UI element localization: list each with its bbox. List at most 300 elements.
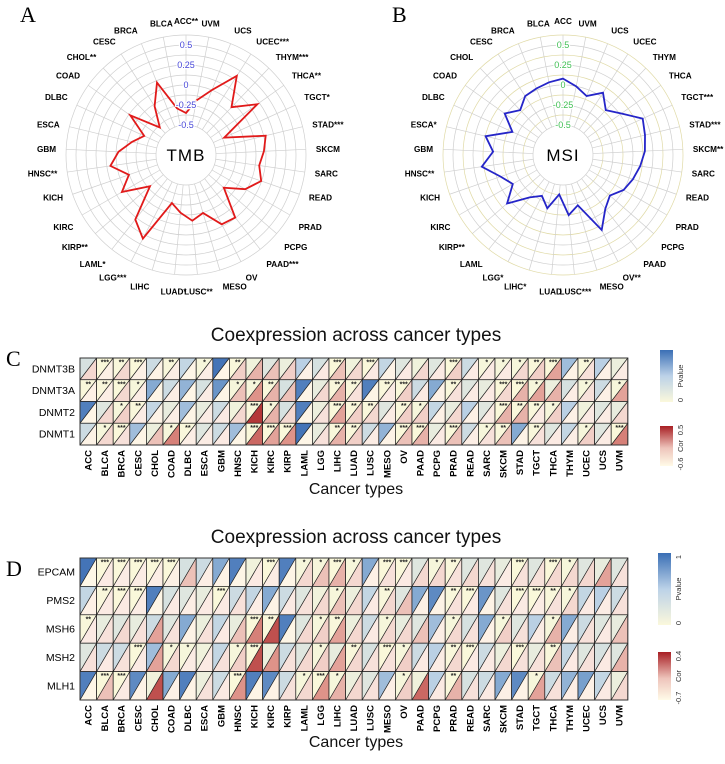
heatmap-cell	[379, 402, 396, 424]
heatmap-cell	[296, 558, 313, 586]
heatmap-cell	[180, 586, 197, 614]
radar-axis-tick: -0.25	[175, 100, 197, 110]
heatmap-cell	[163, 423, 180, 445]
heatmap-cell	[512, 672, 529, 700]
radar-category-label: STAD***	[689, 120, 721, 130]
heatmap-cell	[462, 402, 479, 424]
heatmap-cell	[296, 643, 313, 671]
heatmap-cell	[395, 672, 412, 700]
heatmap-cell	[545, 423, 562, 445]
radar-category-label: LIHC	[130, 282, 150, 292]
column-label: ESCA	[199, 450, 211, 477]
radar-category-label: CHOL**	[66, 52, 97, 62]
row-label: DNMT1	[38, 428, 75, 441]
radar-category-label: LIHC*	[504, 282, 527, 292]
heatmap-cell	[561, 380, 578, 402]
column-label: BLCA	[100, 705, 112, 732]
heatmap-cell	[312, 402, 329, 424]
column-label: THCA	[548, 450, 560, 477]
significance-stars: **	[334, 381, 341, 389]
radar-category-label: KICH	[420, 193, 441, 203]
radar-category-label: KIRP**	[61, 243, 88, 253]
significance-stars: ***	[366, 359, 375, 367]
radar-category-label: CESC	[469, 37, 493, 47]
heatmap-cell	[512, 423, 529, 445]
heatmap-cell	[180, 402, 197, 424]
radar-category-label: UCEC	[633, 37, 657, 47]
heatmap-cell	[362, 380, 379, 402]
heatmap-cell	[163, 380, 180, 402]
radar-category-label: COAD	[55, 71, 81, 81]
significance-stars: **	[185, 424, 191, 432]
pvalue-legend-title: Pvalue	[676, 364, 685, 388]
heatmap-cell	[528, 643, 545, 671]
significance-stars: *	[319, 559, 323, 567]
significance-stars: ***	[383, 559, 392, 567]
significance-stars: *	[501, 359, 505, 367]
pvalue-legend-tick: 0	[676, 397, 685, 403]
heatmap-cell	[578, 402, 595, 424]
significance-stars: ***	[134, 359, 143, 367]
significance-stars: **	[102, 587, 108, 595]
radar-category-label: OV	[245, 273, 258, 283]
heatmap-cell	[528, 358, 545, 380]
significance-stars: ***	[466, 644, 475, 652]
heatmap-cell	[561, 586, 578, 614]
heatmap-cell	[445, 615, 462, 643]
heatmap-cell	[80, 586, 97, 614]
heatmap-cell	[246, 558, 263, 586]
heatmap-cell	[445, 358, 462, 380]
radar-category-label: SARC	[314, 169, 338, 179]
heatmap-cell	[296, 402, 313, 424]
column-label: GBM	[216, 705, 228, 728]
heatmap-cell	[578, 586, 595, 614]
heatmap-cell	[80, 558, 97, 586]
significance-stars: **	[351, 424, 357, 432]
radar-category-label: KIRC	[430, 223, 451, 232]
column-label: SARC	[481, 450, 493, 477]
heatmap-cell	[478, 643, 495, 671]
heatmap-cell	[545, 586, 562, 614]
heatmap-cell	[462, 358, 479, 380]
heatmap-cell	[362, 402, 379, 424]
heatmap-dnmt-xlabel: Cancer types	[308, 481, 404, 498]
radar-category-label: LUAD*	[160, 287, 187, 297]
heatmap-cell	[379, 358, 396, 380]
column-label: THCA	[548, 705, 560, 732]
significance-stars: ***	[266, 559, 275, 567]
heatmap-cell	[445, 558, 462, 586]
heatmap-cell	[578, 615, 595, 643]
heatmap-cell	[180, 358, 197, 380]
heatmap-cell	[561, 402, 578, 424]
heatmap-cell	[445, 586, 462, 614]
significance-stars: *	[518, 359, 522, 367]
significance-stars: **	[533, 424, 540, 432]
radar-category-label: HNSC**	[404, 169, 435, 179]
cor-legend-bar	[660, 426, 673, 466]
column-label: MESO	[382, 450, 394, 478]
radar-category-label: THCA**	[291, 71, 322, 81]
heatmap-cell	[412, 402, 429, 424]
significance-stars: *	[402, 644, 406, 652]
radar-category-label: MESO	[599, 282, 624, 292]
heatmap-cell	[462, 586, 479, 614]
column-label: SKCM	[498, 450, 510, 478]
significance-stars: ***	[333, 403, 342, 410]
significance-stars: **	[550, 587, 556, 595]
heatmap-cell	[329, 643, 346, 671]
heatmap-cell	[528, 672, 545, 700]
heatmap-cell	[312, 358, 329, 380]
heatmap-cell	[512, 402, 529, 424]
cor-legend-tick: -0.6	[676, 457, 685, 471]
heatmap-cell	[263, 615, 280, 643]
heatmap-cell	[545, 558, 562, 586]
heatmap-cell	[130, 615, 147, 643]
heatmap-cell	[412, 558, 429, 586]
heatmap-cell	[279, 558, 296, 586]
significance-stars: **	[135, 403, 141, 410]
column-label: KICH	[249, 705, 261, 729]
heatmap-cell	[595, 402, 612, 424]
radar-category-label: DLBC	[44, 93, 68, 102]
heatmap-cell	[196, 643, 213, 671]
significance-stars: ***	[449, 424, 458, 432]
column-label: BRCA	[116, 450, 128, 478]
significance-stars: ***	[100, 359, 109, 367]
significance-stars: *	[584, 424, 588, 432]
heatmap-cell	[362, 423, 379, 445]
panel-letter-a: A	[20, 2, 36, 27]
significance-stars: **	[168, 359, 175, 367]
heatmap-cell	[97, 672, 114, 700]
heatmap-cell	[329, 672, 346, 700]
column-label: CHOL	[149, 450, 161, 477]
column-label: KICH	[249, 450, 261, 474]
heatmap-cells	[80, 358, 628, 445]
significance-stars: ***	[250, 616, 259, 624]
column-label: UCS	[598, 450, 610, 471]
significance-stars: *	[120, 403, 123, 410]
heatmap-cell	[213, 423, 230, 445]
heatmap-cell	[80, 643, 97, 671]
radar-axis-tick: 0.5	[556, 40, 570, 50]
radar-category-label: PAAD***	[266, 260, 299, 270]
heatmap-cell	[146, 423, 163, 445]
heatmap-cell	[329, 402, 346, 424]
significance-stars: **	[351, 644, 357, 652]
radar-category-label: LGG***	[99, 273, 127, 283]
heatmap-dnmt-title: Coexpression across cancer types	[210, 325, 502, 346]
heatmap-cell	[113, 423, 130, 445]
radar-category-label: LUSC***	[559, 287, 592, 297]
heatmap-cell	[196, 615, 213, 643]
heatmap-cell	[512, 358, 529, 380]
heatmap-cell	[180, 615, 197, 643]
heatmap-cell	[412, 643, 429, 671]
heatmap-cell	[113, 380, 130, 402]
heatmap-cell	[246, 672, 263, 700]
heatmap-cell	[611, 423, 628, 445]
significance-stars: *	[551, 616, 555, 624]
heatmap-cell	[512, 643, 529, 671]
heatmap-cell	[279, 402, 296, 424]
column-label: DLBC	[183, 705, 195, 732]
column-label: DLBC	[183, 450, 195, 477]
heatmap-cell	[296, 586, 313, 614]
heatmap-cell	[545, 672, 562, 700]
heatmap-cell	[561, 558, 578, 586]
significance-stars: **	[583, 359, 590, 367]
radar-category-label: PRAD	[298, 223, 322, 232]
radar-category-label: UCS	[234, 26, 252, 36]
heatmap-cell	[196, 358, 213, 380]
significance-stars: *	[568, 587, 572, 595]
heatmap-cell	[429, 558, 446, 586]
significance-stars: **	[400, 403, 407, 410]
heatmap-cell	[395, 380, 412, 402]
panel-letter-b: B	[392, 2, 407, 27]
heatmap-cell	[512, 586, 529, 614]
heatmap-cell	[163, 672, 180, 700]
heatmap-cell	[561, 643, 578, 671]
heatmap-cell	[445, 423, 462, 445]
column-label: KIRC	[266, 705, 278, 729]
heatmap-cell	[445, 643, 462, 671]
significance-stars: ***	[449, 359, 458, 367]
column-label: THYM	[564, 450, 576, 477]
significance-stars: ***	[499, 381, 508, 389]
heatmap-cell	[329, 558, 346, 586]
column-label: TGCT	[531, 450, 543, 476]
heatmap-cell	[263, 358, 280, 380]
significance-stars: **	[367, 403, 374, 410]
heatmap-cell	[611, 586, 628, 614]
heatmap-cell	[362, 358, 379, 380]
significance-stars: *	[203, 359, 206, 367]
radar-axis-tick: 0	[560, 80, 566, 90]
heatmap-cell	[246, 402, 263, 424]
heatmap-cell	[429, 672, 446, 700]
heatmap-cell	[362, 672, 379, 700]
heatmap-cell	[495, 672, 512, 700]
heatmap-cell	[578, 672, 595, 700]
heatmap-cell	[329, 423, 346, 445]
significance-stars: *	[186, 644, 190, 652]
column-label: LAML	[299, 705, 311, 732]
heatmap-cell	[578, 558, 595, 586]
heatmap-cell	[329, 615, 346, 643]
heatmap-cell	[495, 402, 512, 424]
heatmap-cell	[495, 423, 512, 445]
radar-category-label: KIRC	[53, 223, 74, 232]
heatmap-cell	[429, 423, 446, 445]
significance-stars: ***	[150, 559, 159, 567]
heatmap-cell	[213, 615, 230, 643]
heatmap-cell	[180, 643, 197, 671]
heatmap-cell	[429, 380, 446, 402]
significance-stars: **	[533, 403, 540, 410]
heatmap-cell	[163, 643, 180, 671]
heatmap-cell	[80, 358, 97, 380]
heatmap-cell	[263, 586, 280, 614]
heatmap-cell	[528, 615, 545, 643]
row-label: MSH6	[45, 623, 75, 636]
significance-stars: *	[501, 616, 505, 624]
pvalue-legend-tick: 1	[674, 554, 683, 560]
heatmap-cell	[146, 558, 163, 586]
significance-stars: ***	[399, 381, 408, 389]
significance-stars: *	[551, 403, 555, 410]
panel-letter-c: C	[6, 346, 21, 371]
heatmap-cell	[346, 358, 363, 380]
heatmap-cell	[379, 615, 396, 643]
heatmap-cell	[146, 380, 163, 402]
heatmap-cell	[578, 423, 595, 445]
heatmap-cell	[113, 615, 130, 643]
radar-category-label: SKCM**	[692, 144, 724, 154]
significance-stars: *	[535, 381, 538, 389]
heatmap-cell	[130, 672, 147, 700]
column-label: SKCM	[498, 705, 510, 733]
heatmap-cell	[229, 380, 246, 402]
heatmap-cell	[180, 558, 197, 586]
significance-stars: ***	[499, 403, 508, 410]
significance-stars: *	[302, 673, 306, 681]
heatmap-cell	[595, 423, 612, 445]
cor-legend-tick: 0.5	[676, 424, 685, 436]
column-label: PRAD	[448, 705, 460, 732]
heatmap-cell	[213, 380, 230, 402]
column-label: LIHC	[332, 705, 344, 728]
significance-stars: *	[319, 644, 323, 652]
heatmap-cell	[146, 615, 163, 643]
pvalue-legend-title: Pvalue	[674, 577, 683, 601]
radar-center-label: MSI	[546, 146, 580, 165]
radar-category-label: UCEC***	[256, 37, 290, 47]
column-label: PCPG	[432, 705, 444, 732]
radar-axis-tick: -0.25	[552, 100, 574, 110]
heatmap-cell	[296, 615, 313, 643]
significance-stars: ***	[399, 424, 408, 432]
heatmap-cell	[97, 423, 114, 445]
heatmap-cell	[80, 672, 97, 700]
heatmap-cell	[146, 586, 163, 614]
row-label: PMS2	[46, 595, 75, 608]
significance-stars: **	[268, 381, 274, 389]
significance-stars: ***	[316, 673, 325, 681]
heatmap-cell	[113, 672, 130, 700]
heatmap-cell	[130, 358, 147, 380]
heatmap-cell	[263, 643, 280, 671]
heatmap-cell	[512, 558, 529, 586]
column-label: UVM	[614, 705, 626, 727]
significance-stars: **	[450, 559, 457, 567]
heatmap-cell	[97, 643, 114, 671]
radar-category-label: CESC	[92, 37, 116, 47]
heatmap-cell	[279, 586, 296, 614]
radar-category-label: PCPG	[284, 243, 308, 253]
significance-stars: ***	[217, 587, 226, 595]
heatmap-cell	[595, 558, 612, 586]
heatmap-cell	[478, 672, 495, 700]
radar-category-label: GBM	[36, 144, 57, 154]
heatmap-cell	[395, 615, 412, 643]
significance-stars: **	[268, 616, 274, 624]
heatmap-cell	[346, 380, 363, 402]
heatmap-cell	[97, 402, 114, 424]
heatmap-cell	[246, 586, 263, 614]
heatmap-cell	[578, 643, 595, 671]
heatmap-cell	[163, 586, 180, 614]
heatmap-cell	[97, 380, 114, 402]
heatmap-cell	[445, 402, 462, 424]
heatmap-cell	[379, 672, 396, 700]
heatmap-cell	[279, 358, 296, 380]
column-label: CESC	[133, 705, 145, 732]
heatmap-cell	[478, 615, 495, 643]
heatmap-cell	[495, 358, 512, 380]
heatmap-cell	[429, 615, 446, 643]
heatmap-cell	[196, 402, 213, 424]
significance-stars: ***	[100, 673, 109, 681]
radar-category-label: HNSC**	[27, 169, 58, 179]
heatmap-cell	[296, 358, 313, 380]
significance-stars: ***	[117, 559, 126, 567]
heatmap-cell	[611, 615, 628, 643]
heatmap-cell	[495, 615, 512, 643]
heatmap-cell	[346, 615, 363, 643]
heatmap-cell	[395, 423, 412, 445]
column-label: ACC	[83, 705, 95, 726]
heatmap-cell	[329, 358, 346, 380]
heatmap-cell	[395, 586, 412, 614]
heatmap-cell	[362, 643, 379, 671]
radar-category-label: THYM	[652, 52, 676, 62]
heatmap-cell	[445, 672, 462, 700]
pvalue-legend-bar	[660, 350, 673, 402]
heatmap-cell	[130, 380, 147, 402]
heatmap-cell	[229, 615, 246, 643]
radar-axis-tick: -0.5	[178, 120, 194, 130]
heatmap-cell	[213, 586, 230, 614]
radar-category-label: UVM	[201, 19, 220, 29]
heatmap-cell	[595, 615, 612, 643]
column-label: LAML	[299, 450, 311, 477]
radar-category-label: TGCT*	[304, 93, 330, 102]
heatmap-cell	[312, 586, 329, 614]
significance-stars: *	[236, 381, 240, 389]
heatmap-cell	[346, 423, 363, 445]
heatmap-cell	[545, 358, 562, 380]
significance-stars: *	[352, 559, 356, 567]
column-label: LUSC	[365, 450, 377, 476]
heatmap-cell	[412, 423, 429, 445]
heatmap-cell	[213, 402, 230, 424]
significance-stars: **	[450, 381, 457, 389]
column-label: UCEC	[581, 705, 593, 732]
heatmap-cell	[379, 558, 396, 586]
radar-category-label: STAD***	[312, 120, 344, 130]
radar-category-label: LUAD	[539, 287, 562, 297]
significance-stars: ***	[167, 559, 176, 567]
column-label: MESO	[382, 705, 394, 733]
cor-legend-title: Cor	[674, 669, 683, 683]
radar-category-label: SKCM	[315, 144, 341, 154]
heatmap-cell	[346, 558, 363, 586]
